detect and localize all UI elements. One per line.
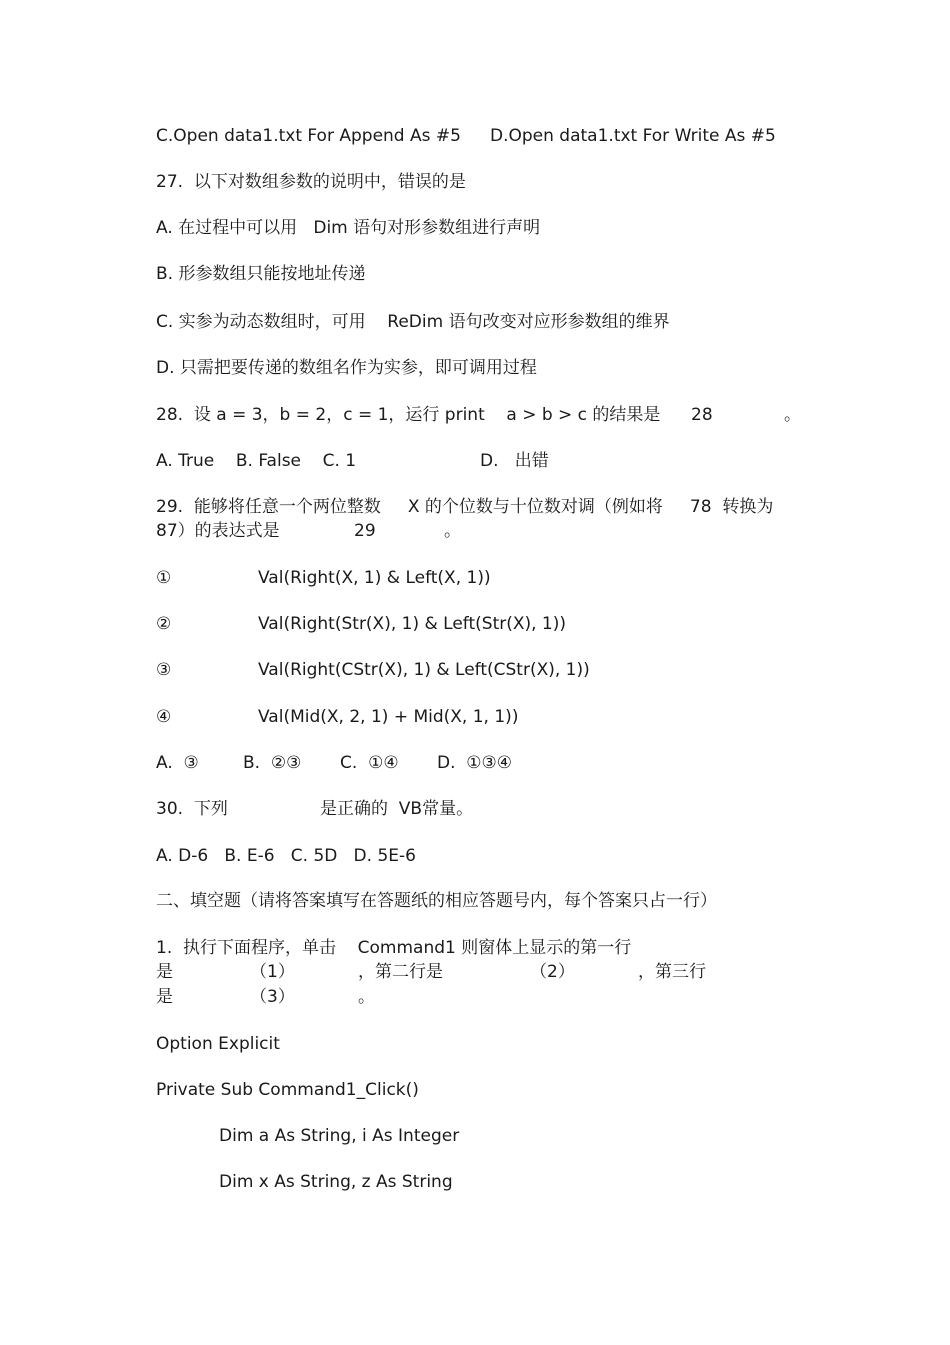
q29-item-3-marker: ③ xyxy=(156,660,172,680)
question-28: 28. 设 a = 3，b = 2，c = 1，运行 print a > b > c 的结果是 xyxy=(156,405,661,425)
fill-q1-line2-shi: 是 xyxy=(156,962,173,982)
q29-option-d: D. ①③④ xyxy=(437,753,513,773)
question-30-start: 30. 下列 xyxy=(156,799,228,819)
q29-item-2-expr: Val(Right(Str(X), 1) & Left(Str(X), 1)) xyxy=(258,614,567,634)
question-30-end: 是正确的 VB常量。 xyxy=(320,799,474,819)
question-29-line2: 87）的表达式是 xyxy=(156,521,280,541)
q29-item-4-expr: Val(Mid(X, 2, 1) + Mid(X, 1, 1)) xyxy=(258,707,519,727)
q29-option-b: B. ②③ xyxy=(243,753,302,773)
q28-period: 。 xyxy=(784,405,801,425)
q29-item-3-expr: Val(Right(CStr(X), 1) & Left(CStr(X), 1)) xyxy=(258,660,590,680)
fill-q1-line1: 1. 执行下面程序，单击 Command1 则窗体上显示的第一行 xyxy=(156,938,632,958)
fill-q1-second-line-label: ，第二行是 xyxy=(358,962,443,982)
q29-period: 。 xyxy=(444,521,461,541)
q27-option-b: B. 形参数组只能按地址传递 xyxy=(156,264,366,284)
fill-q1-period: 。 xyxy=(358,987,375,1007)
fill-q1-third-line-label: ，第三行 xyxy=(638,962,706,982)
section-heading-fill-blank: 二、填空题（请将答案填写在答题纸的相应答题号内，每个答案只占一行） xyxy=(156,891,717,911)
fill-q1-line3-shi: 是 xyxy=(156,987,173,1007)
fill-q1-blank-3: （3） xyxy=(250,987,295,1007)
q27-option-d: D. 只需把要传递的数组名作为实参，即可调用过程 xyxy=(156,358,537,378)
q27-option-a: A. 在过程中可以用 Dim 语句对形参数组进行声明 xyxy=(156,218,541,238)
fill-q1-blank-2: （2） xyxy=(530,962,575,982)
option-c-text: C.Open data1.txt For Append As #5 xyxy=(156,126,461,146)
q29-item-2-marker: ② xyxy=(156,614,172,634)
q29-item-4-marker: ④ xyxy=(156,707,172,727)
code-line-option-explicit: Option Explicit xyxy=(156,1034,280,1054)
question-27: 27. 以下对数组参数的说明中，错误的是 xyxy=(156,172,466,192)
q29-blank-number: 29 xyxy=(354,521,376,541)
q27-option-c: C. 实参为动态数组时，可用 ReDim 语句改变对应形参数组的维界 xyxy=(156,312,670,332)
q28-option-d: D. 出错 xyxy=(480,451,549,471)
q29-option-c: C. ①④ xyxy=(340,753,399,773)
question-29-line1: 29. 能够将任意一个两位整数 X 的个位数与十位数对调（例如将 78 转换为 xyxy=(156,497,774,517)
option-d-text: D.Open data1.txt For Write As #5 xyxy=(490,126,776,146)
code-line-dim-a: Dim a As String, i As Integer xyxy=(219,1126,460,1146)
q29-option-a: A. ③ xyxy=(156,753,199,773)
q28-blank-number: 28 xyxy=(691,405,713,425)
q28-options-abc: A. True B. False C. 1 xyxy=(156,451,357,471)
fill-q1-blank-1: （1） xyxy=(250,962,295,982)
code-line-dim-x: Dim x As String, z As String xyxy=(219,1172,453,1192)
code-line-sub-header: Private Sub Command1_Click() xyxy=(156,1080,419,1100)
q29-item-1-marker: ① xyxy=(156,568,172,588)
q29-item-1-expr: Val(Right(X, 1) & Left(X, 1)) xyxy=(258,568,491,588)
q30-options: A. D-6 B. E-6 C. 5D D. 5E-6 xyxy=(156,846,416,866)
